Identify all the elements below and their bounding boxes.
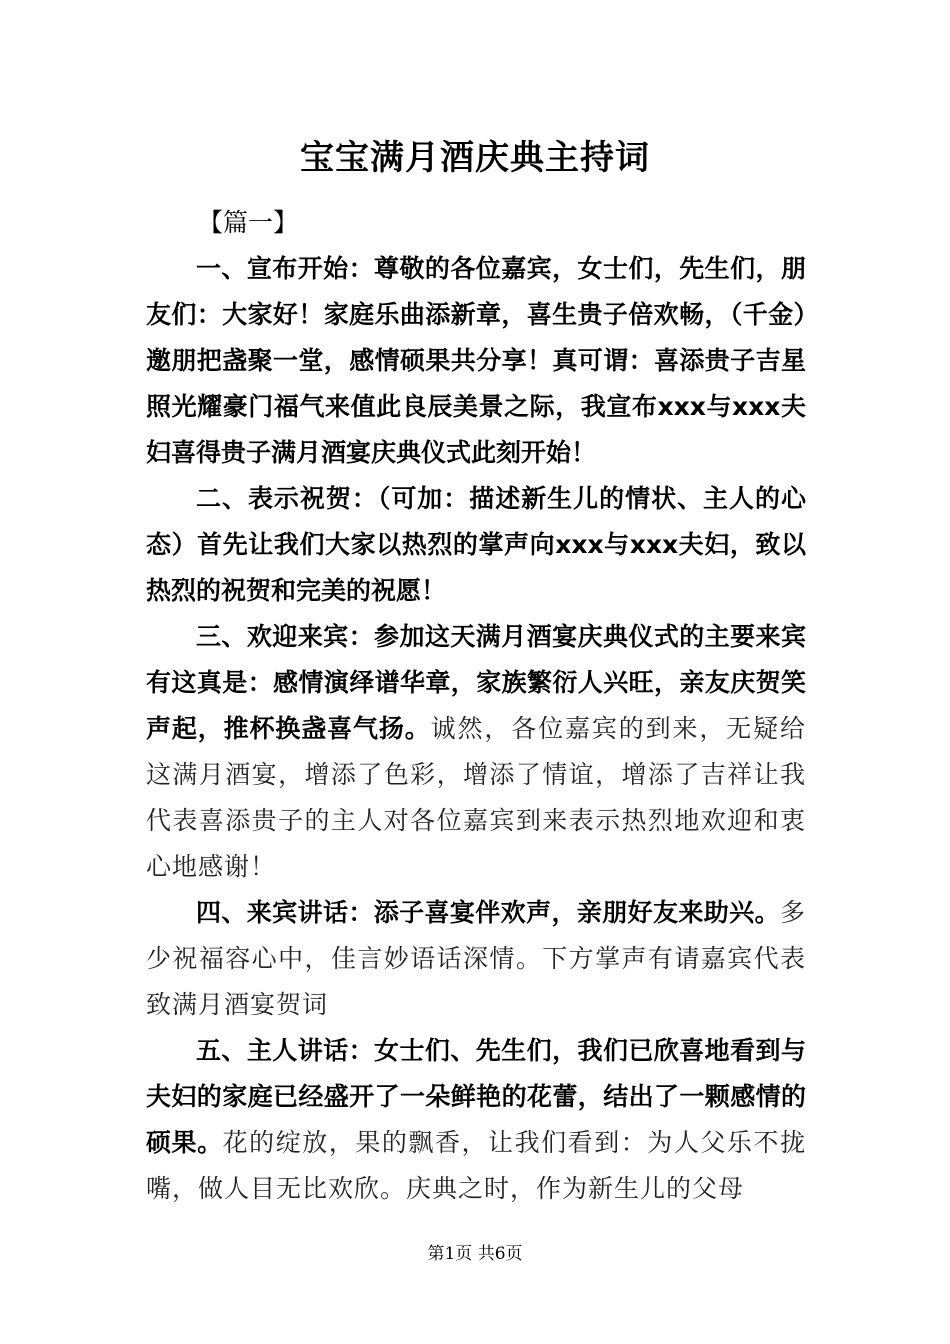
- paragraph-text: 多少祝福容心中，佳言妙语话深情。下方掌声有请嘉宾代表致满月酒宴贺词: [146, 898, 806, 1019]
- paragraph-2: [146, 476, 806, 614]
- paragraph-3: [146, 614, 806, 890]
- paragraph-text: 一、宣布开始：尊敬的各位嘉宾，女士们，先生们，朋友们：大家好！家庭乐曲添新章，喜生贵子倍欢畅，（千金）邀朋把盏聚一堂，感情硕果共分享！真可谓：喜添贵子吉星照光耀豪门福气来值此良辰美景之际，我宣布xxx与xxx夫妇喜得贵子满月酒宴庆典仪式此刻开始！: [146, 254, 806, 467]
- paragraph-text: 花的绽放，果的飘香，让我们看到：为人父乐不拢嘴，做人目无比欢欣。庆典之时，作为新生儿的父母: [146, 1128, 806, 1203]
- paragraph-4: [146, 890, 806, 1028]
- document-title: 宝宝满月酒庆典主持词: [300, 138, 650, 178]
- paragraph-5: [146, 1028, 806, 1212]
- paragraph-text: 二、表示祝贺：（可加：描述新生儿的情状、主人的心态）首先让我们大家以热烈的掌声向xxx与xxx夫妇，致以热烈的祝贺和完美的祝愿！: [146, 484, 806, 605]
- paragraph-text: 三、欢迎来宾：参加这天满月酒宴庆典仪式的主要来宾有这真是：感情演绎谱华章，家族繁衍人兴旺，亲友庆贺笑声起，推杯换盏喜气扬。: [146, 622, 806, 743]
- paragraph-1: [146, 246, 806, 476]
- document-body: [146, 246, 806, 1212]
- paragraph-text: 五、主人讲话：女士们、先生们，我们已欣喜地看到与夫妇的家庭已经盛开了一朵鲜艳的花蕾，结出了一颗感情的硕果。: [146, 1036, 806, 1157]
- paragraph-text: 四、来宾讲话：添子喜宴伴欢声，亲朋好友来助兴。: [196, 898, 780, 927]
- section-tag: 【篇一】: [198, 208, 299, 237]
- paragraph-text: 诚然，各位嘉宾的到来，无疑给这满月酒宴，增添了色彩，增添了情谊，增添了吉祥让我代表喜添贵子的主人对各位嘉宾到来表示热烈地欢迎和衷心地感谢！: [146, 714, 806, 881]
- page-footer: 第1页 共6页: [427, 1244, 523, 1264]
